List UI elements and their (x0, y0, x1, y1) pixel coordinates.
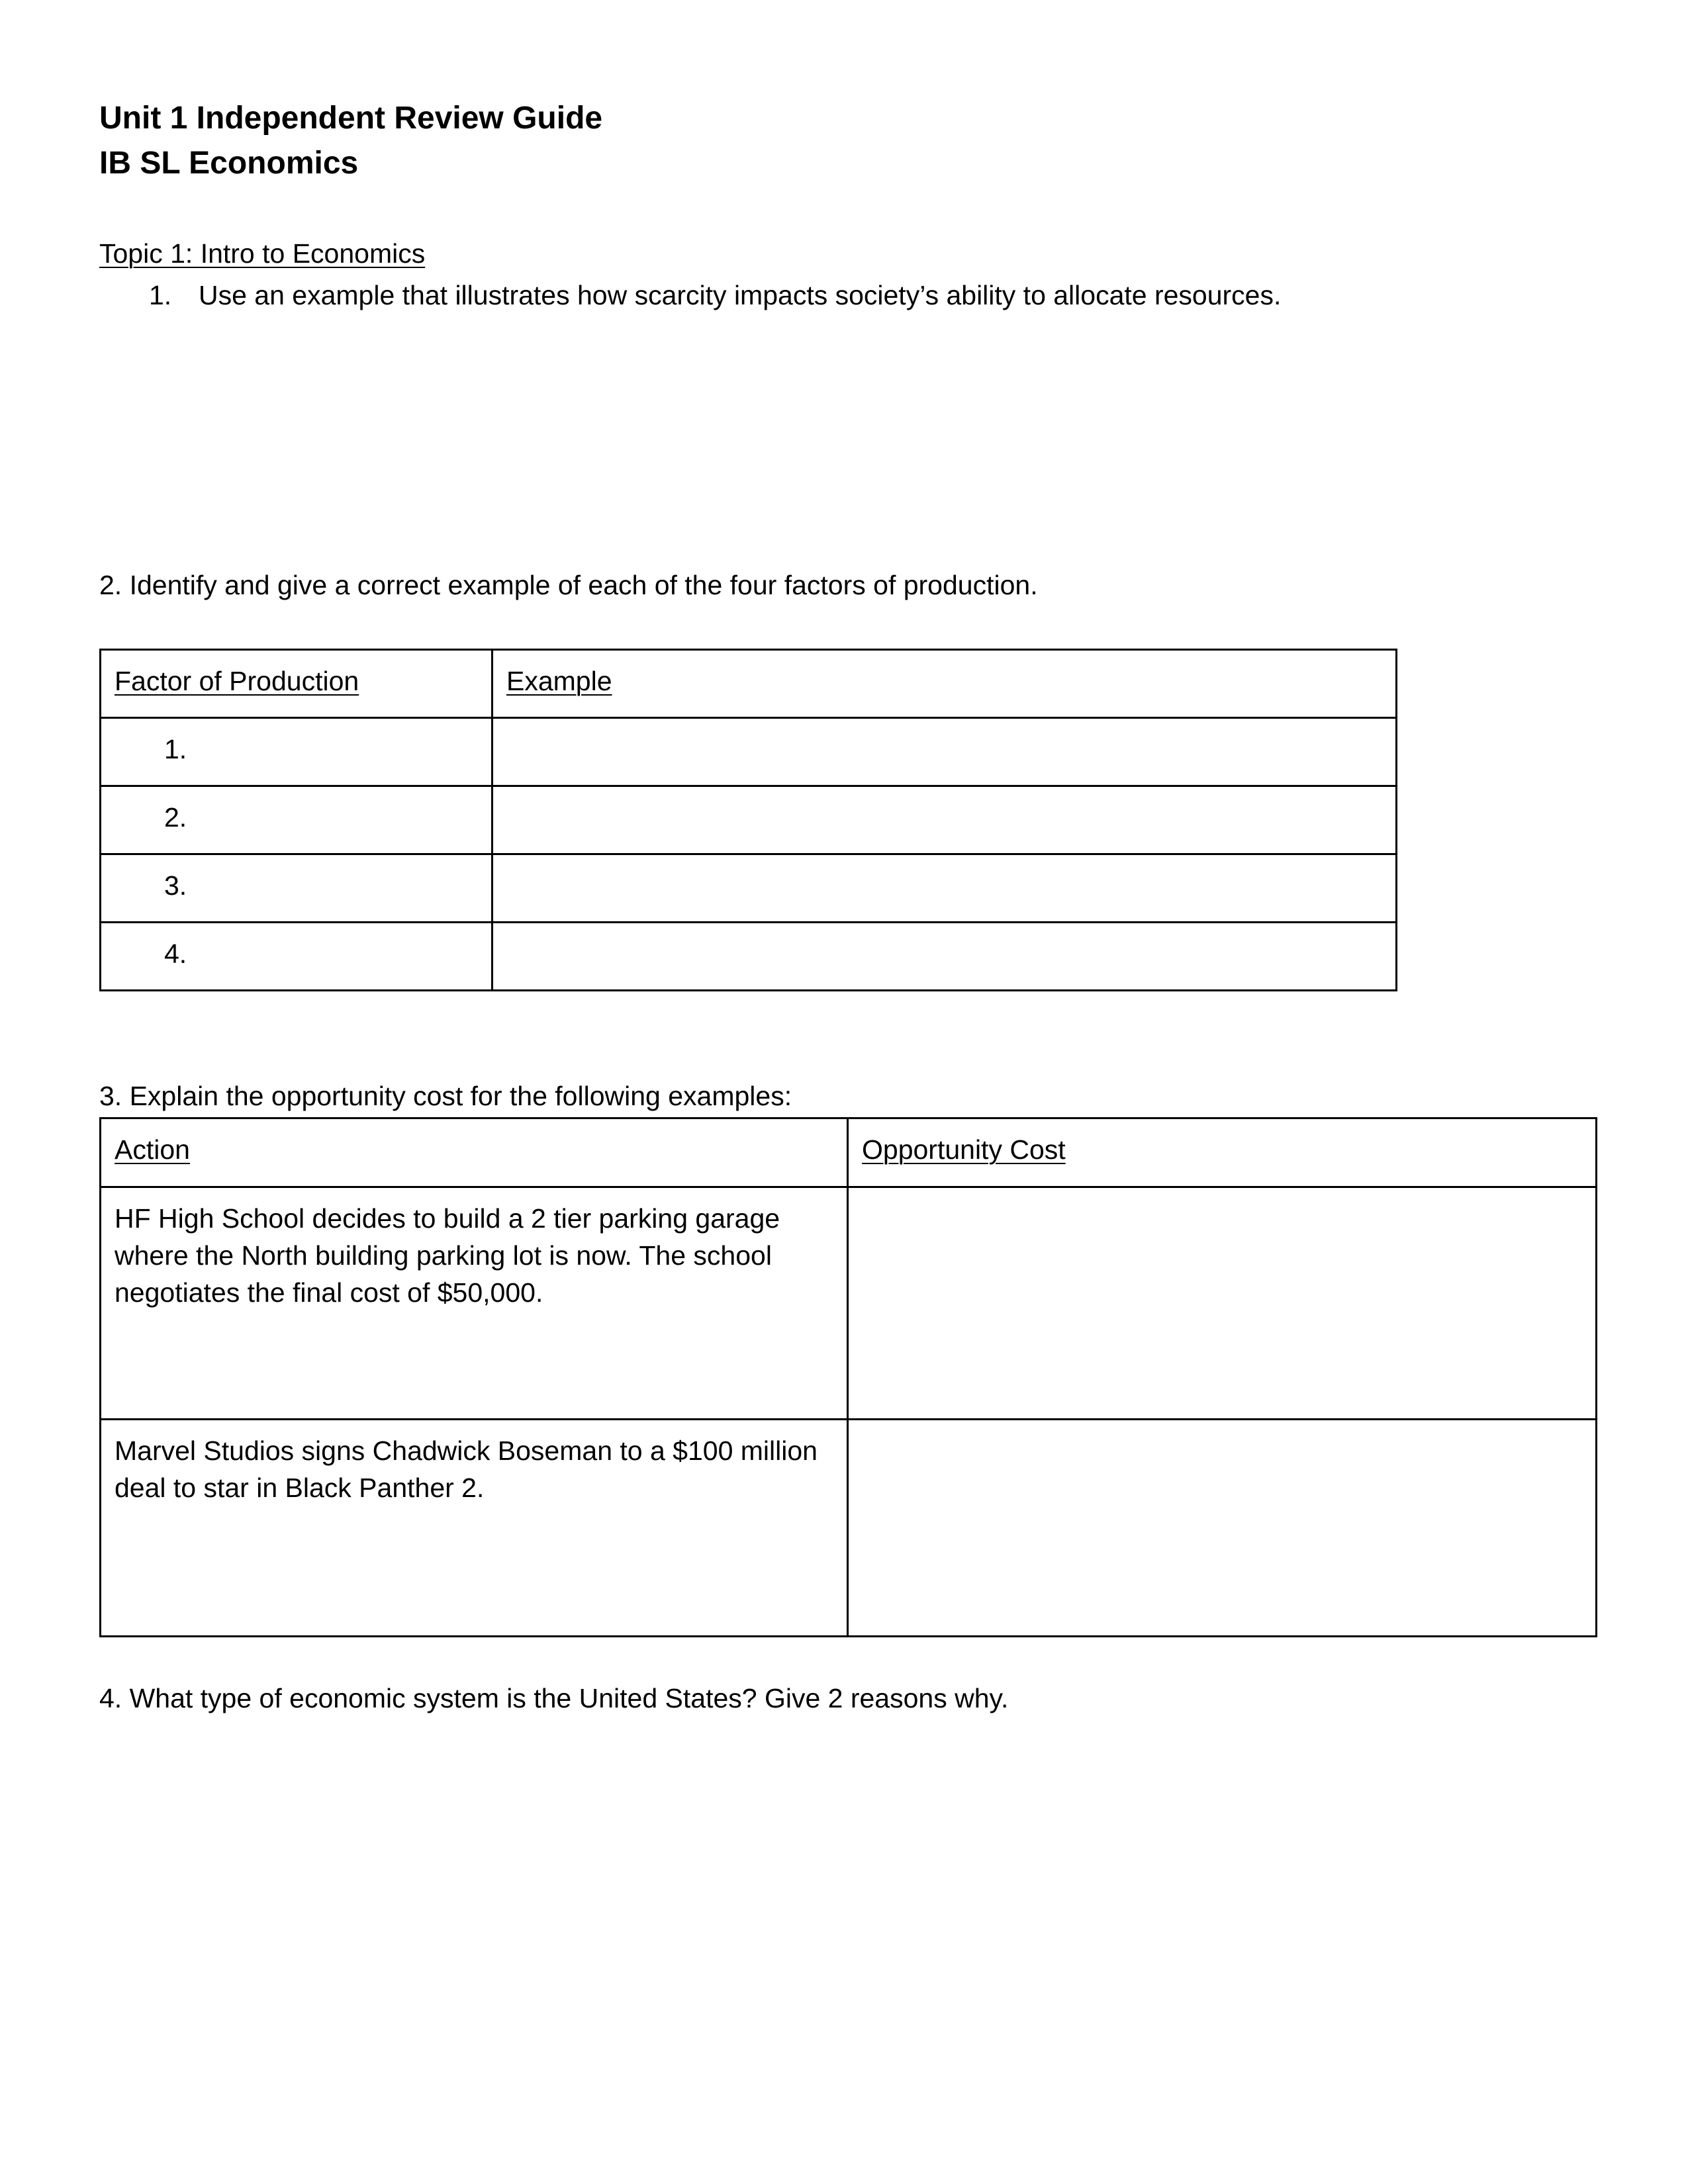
opportunity-header-row (101, 1118, 1597, 1187)
factor-number: 2. (164, 802, 187, 833)
factors-header-row (101, 650, 1397, 718)
example-answer-cell[interactable] (492, 854, 1397, 923)
action-text-line: deal to star in Black Panther 2. (115, 1473, 485, 1503)
factor-number: 3. (164, 870, 187, 901)
table-row (101, 854, 1397, 923)
action-text-line: negotiates the final cost of $50,000. (115, 1277, 543, 1308)
action-text-line: Marvel Studios signs Chadwick Boseman to a $100 million (115, 1435, 818, 1466)
course-subtitle: IB SL Economics (99, 146, 359, 181)
factor-number: 1. (164, 734, 187, 764)
q4-text: 4. What type of economic system is the United States? Give 2 reasons why. (99, 1683, 1009, 1713)
example-answer-cell[interactable] (492, 786, 1397, 854)
example-answer-cell[interactable] (492, 718, 1397, 786)
opportunity-cost-answer-cell[interactable] (848, 1420, 1597, 1637)
q1-number: 1. (149, 280, 172, 310)
table-row (101, 1187, 1597, 1420)
example-header: Example (506, 666, 612, 696)
q3-text: 3. Explain the opportunity cost for the following examples: (99, 1081, 792, 1111)
action-header: Action (115, 1134, 190, 1165)
action-text-line: HF High School decides to build a 2 tier parking garage (115, 1203, 780, 1234)
action-cell (101, 1187, 848, 1420)
factors-table (99, 649, 1397, 991)
opportunity-cost-header: Opportunity Cost (862, 1134, 1066, 1165)
q2-text: 2. Identify and give a correct example of each of the four factors of production. (99, 570, 1038, 600)
opportunity-cost-table (99, 1117, 1597, 1637)
table-row (101, 718, 1397, 786)
q1-text: Use an example that illustrates how scarcity impacts society’s ability to allocate resources. (199, 280, 1282, 310)
action-cell (101, 1420, 848, 1637)
table-row (101, 1420, 1597, 1637)
action-text-line: where the North building parking lot is now. The school (115, 1240, 772, 1271)
table-row (101, 923, 1397, 991)
opportunity-cost-answer-cell[interactable] (848, 1187, 1597, 1420)
factor-header: Factor of Production (115, 666, 359, 696)
example-answer-cell[interactable] (492, 923, 1397, 991)
topic-heading: Topic 1: Intro to Economics (99, 238, 426, 269)
document-title: Unit 1 Independent Review Guide (99, 101, 603, 136)
factor-number: 4. (164, 938, 187, 969)
table-row (101, 786, 1397, 854)
